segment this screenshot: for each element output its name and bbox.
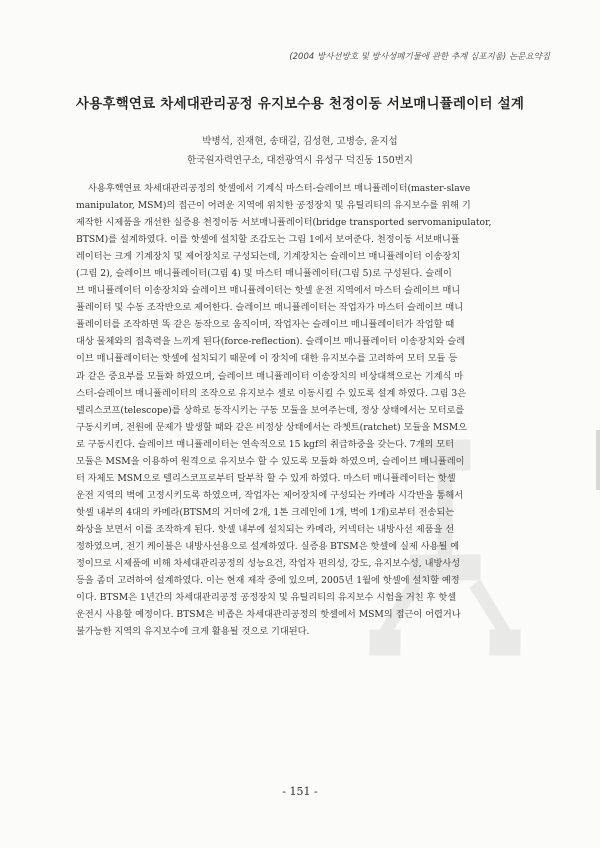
abstract-line: 브 매니퓰레이터 이송장치와 슬레이브 매니퓰레이터는 핫셀 운전 지역에서 마스터 슬레이브 매니 [76,285,461,297]
abstract-line: (그림 2), 슬레이브 매니퓰레이터(그림 4) 및 마스터 매니퓰레이터(그림 5)로 구성된다. 슬레이 [76,268,452,280]
abstract-line: 정하였으며, 전기 케이블은 내방사선용으로 설계하였다. 실증용 BTSM은 핫셀에 실제 사용될 예 [76,540,460,552]
abstract-line: 텔리스코프(telescope)를 상하로 동작시키는 구동 모듈을 보여주는데, 정상 상태에서는 모터로를 [76,404,465,416]
abstract-line: 터 자체도 MSM으로 텔리스코프로부터 탈부착 할 수 있게 하였다. 마스터 매니퓰레이터는 핫셀 [76,472,456,484]
author-affiliation: 한국원자력연구소, 대전광역시 유성구 덕진동 150번지 [187,155,413,166]
abstract-line: 대상 물체와의 접촉력을 느끼게 된다(force-reflection). 슬레이브 매니퓰레이터 이송장치와 슬레 [76,336,466,348]
page-edge-mark [596,430,600,490]
abstract-line: 운전시 사용할 예정이다. BTSM은 비좁은 차세대관리공정의 핫셀에서 MSM의 접근이 어렵거나 [76,609,461,621]
abstract-line: 퓰레이터 및 수동 조작반으로 제어한다. 슬레이브 매니퓰레이터는 작업자가 마스터 슬레이브 매니 [76,302,464,314]
author-list: 박병석, 진재현, 송태길, 김성현, 고병승, 윤지섭 [202,136,398,147]
abstract-line: 로 구동시킨다. 슬레이브 매니퓰레이터는 연속적으로 15 kgf의 취급하중을 갖는다. 7개의 모터 [76,438,455,450]
abstract-line: 제작한 시제품을 개선한 실증용 천정이동 서보매니퓰레이터(bridge transported servomanipulator, [76,217,492,229]
abstract-line: 이다. BTSM은 1년간의 차세대관리공정 공정장치 및 유틸리티의 유지보수 시험을 거친 후 핫셀 [76,592,457,604]
abstract-line: 과 같은 중요부를 모듈화 하였으며, 슬레이브 매니퓰레이터 이송장치의 비상대책으로는 기계식 마 [76,370,464,382]
paper-title: 사용후핵연료 차세대관리공정 유지보수용 천정이동 서보매니퓰레이터 설계 [75,96,525,112]
proceedings-header-note: (2004 방사선방호 및 방사성폐기물에 관한 추계 심포지움) 논문요약집 [289,52,550,62]
abstract-line: 모듈은 MSM을 이용하여 원격으로 유지보수 할 수 있도록 모듈화 하였으며, 슬레이브 매니퓰레이 [76,455,465,467]
abstract-line: 운전 지역의 벽에 고정시키도록 하였으며, 작업자는 제어장치에 구성되는 카메라 시각반을 통해서 [76,489,464,501]
page-number: - 151 - [282,785,318,798]
abstract-line: manipulator, MSM)의 접근이 어려운 지역에 위치한 공정장치 및 유틸리티의 유지보수를 위해 기 [76,200,471,212]
abstract-line: 사용후핵연료 차세대관리공정의 핫셀에서 기계식 마스터-슬레이브 매니퓰레이터(master-slave [88,183,471,194]
abstract-line: 스터-슬레이브 매니퓰레이터의 조작으로 유지보수 셀로 이동시킬 수 있도록 설계 하였다. 그림 3은 [76,387,467,399]
abstract-line: 퓰레이터를 조작하면 똑 같은 동작으로 움직이며, 작업자는 슬레이브 매니퓰레이터가 작업할 때 [76,319,455,331]
abstract-line: 핫셀 내부의 4대의 카메라(BTSM의 거더에 2개, 1톤 크레인에 1개, 벽에 1개)로부터 전송되는 [76,506,455,518]
abstract-line: 이브 매니퓰레이터는 핫셀에 설치되기 때문에 이 장치에 대한 유지보수를 고려하여 모터 모듈 등 [76,353,458,365]
abstract-line: 불가능한 지역의 유지보수에 크게 활용될 것으로 기대된다. [76,626,310,638]
abstract-line: BTSM)를 설계하였다. 이를 핫셀에 설치할 조감도는 그림 1에서 보여준다. 천정이동 서보매니퓰 [76,234,460,246]
abstract-line: 레이터는 크게 기계장치 및 제어장치로 구성되는데, 기계장치는 슬레이브 매니퓰레이터 이송장치 [76,251,461,263]
abstract-line: 화상을 보면서 이를 조작하게 된다. 핫셀 내부에 설치되는 카메라, 커넥터는 내방사선 제품을 선 [76,523,455,535]
abstract-line: 등을 좀더 고려하여 설계하였다. 이는 현재 제작 중에 있으며, 2005년 1월에 핫셀에 설치할 예정 [76,575,460,587]
abstract-line: 정이므로 시제품에 비해 차세대관리공정의 성능요건, 작업자 편의성, 강도, 유지보수성, 내방사성 [76,558,461,570]
abstract-line: 구동시키며, 전원에 문제가 발생할 때와 같은 비정상 상태에서는 라쳇트(ratchet) 모듈을 MSM으 [76,421,468,433]
abstract-body [76,180,548,640]
